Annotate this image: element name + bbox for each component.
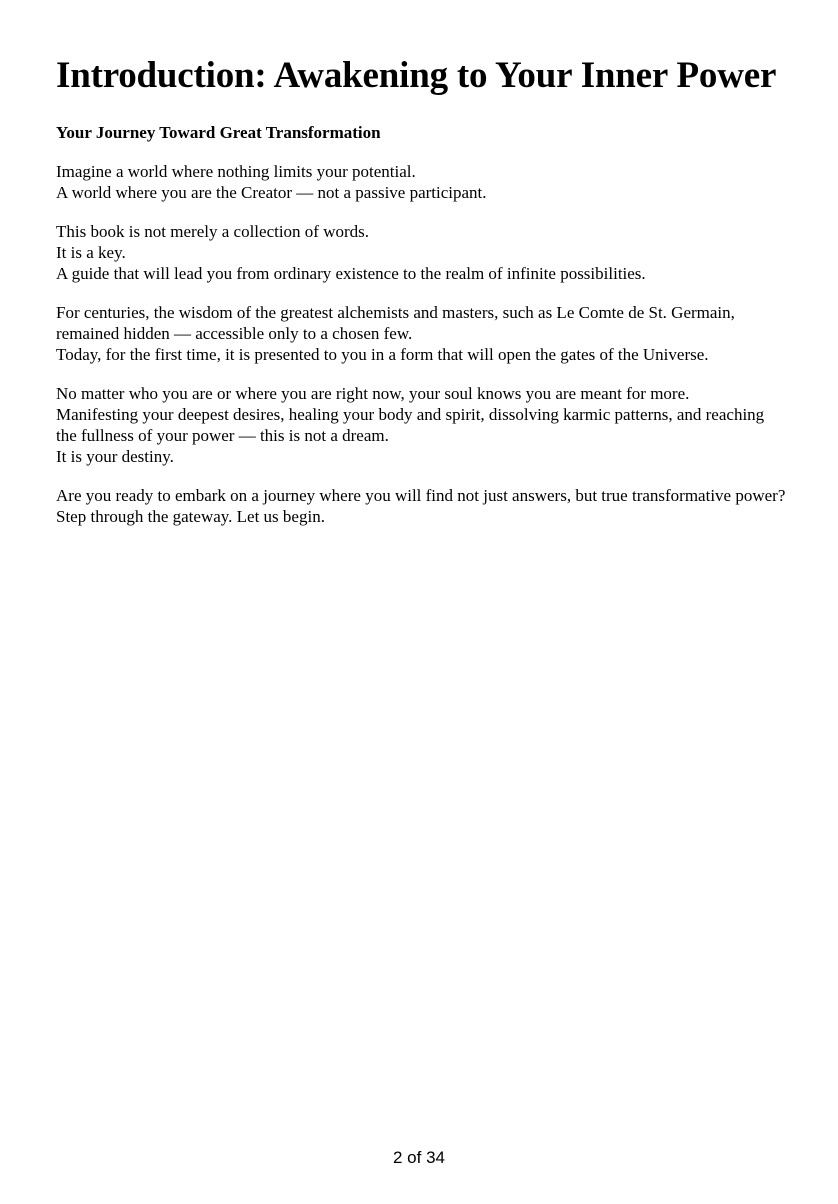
paragraph-3: [56, 302, 786, 365]
paragraph-line: A world where you are the Creator — not a passive participant.: [56, 183, 487, 202]
paragraph-1: [56, 161, 786, 203]
paragraph-line: Today, for the first time, it is presented to you in a form that will open the gates of the Universe.: [56, 345, 709, 364]
page-title: Introduction: Awakening to Your Inner Power: [56, 55, 777, 96]
paragraph-4: [56, 383, 786, 467]
paragraph-line: Manifesting your deepest desires, healing your body and spirit, dissolving karmic patterns, and reaching the fullness of your power — this is not a dream.: [56, 405, 765, 445]
paragraph-line: Imagine a world where nothing limits your potential.: [56, 162, 416, 181]
document-page: [56, 0, 786, 527]
paragraph-2: [56, 221, 786, 284]
paragraph-line: It is a key.: [56, 243, 126, 262]
paragraph-line: A guide that will lead you from ordinary existence to the realm of infinite possibilities.: [56, 264, 646, 283]
paragraph-line: Step through the gateway. Let us begin.: [56, 507, 325, 526]
page-number: 2 of 34: [393, 1148, 445, 1167]
paragraph-line: It is your destiny.: [56, 447, 174, 466]
paragraph-5: [56, 485, 786, 527]
paragraph-line: This book is not merely a collection of words.: [56, 222, 370, 241]
paragraph-line: Are you ready to embark on a journey where you will find not just answers, but true transformative power?: [56, 486, 786, 505]
section-subtitle: Your Journey Toward Great Transformation: [56, 123, 381, 142]
paragraph-line: For centuries, the wisdom of the greatest alchemists and masters, such as Le Comte de St. Germain, remained hidden — accessible only to a chosen few.: [56, 303, 735, 343]
paragraph-line: No matter who you are or where you are right now, your soul knows you are meant for more.: [56, 384, 690, 403]
